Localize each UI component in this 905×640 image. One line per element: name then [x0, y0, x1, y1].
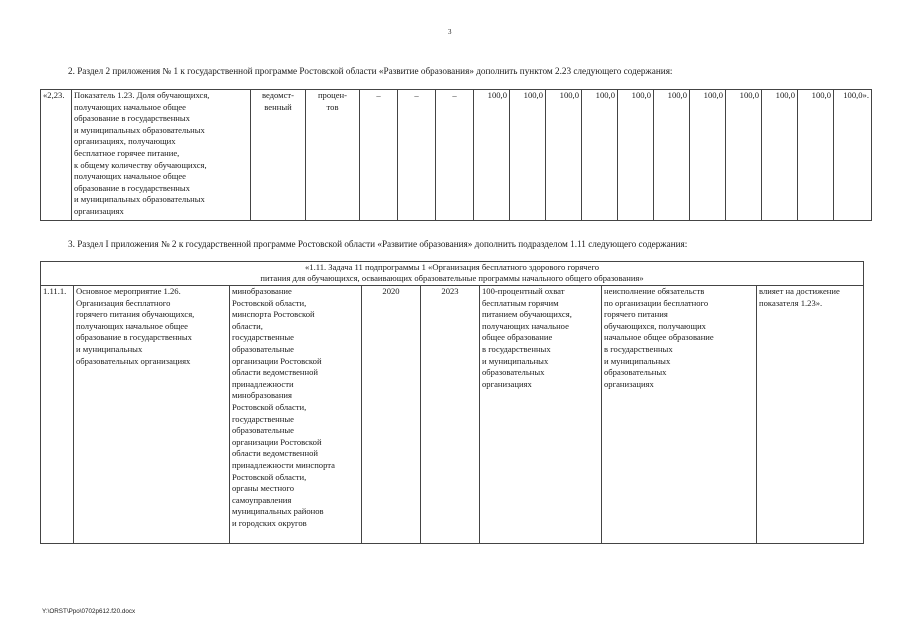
value-cell: 100,0 — [726, 90, 762, 221]
table-row — [41, 90, 872, 221]
paragraph-section-3: 3. Раздел I приложения № 2 к государственной программе Ростовской области «Развитие образования» дополнить подразделом 1.11 следующего содержания: — [68, 239, 688, 249]
activity-table — [40, 261, 864, 544]
value-cell: 100,0 — [690, 90, 726, 221]
value-cell: 100,0 — [762, 90, 798, 221]
value-cell: 100,0 — [546, 90, 582, 221]
file-path-footer: Y:\ORST\Ppo\0702p612.f20.docx — [42, 608, 136, 615]
paragraph-section-2: 2. Раздел 2 приложения № 1 к государственной программе Ростовской области «Развитие образования» дополнить пунктом 2.23 следующего содержания: — [68, 66, 673, 76]
row-number: 1.11.1. — [41, 286, 74, 544]
value-cell: – — [398, 90, 436, 221]
page-number: 3 — [448, 28, 452, 36]
value-cell: – — [360, 90, 398, 221]
value-cell: 100,0 — [582, 90, 618, 221]
non-implementation-consequence: неисполнение обязательств по организации бесплатного горячего питания обучающихся, получающих начальное общее образование в государственных и муниципальных образовательных организациях — [602, 286, 757, 544]
indicator-link: влияет на достижение показателя 1.23». — [757, 286, 864, 544]
expected-result: 100-процентный охват бесплатным горячим питанием обучающихся, получающих начальное общее образование в государственных и муниципальных образовательных организациях — [480, 286, 602, 544]
table-row — [41, 286, 864, 544]
activity-name: Основное мероприятие 1.26. Организация бесплатного горячего питания обучающихся, получающих начальное общее образование в государственных и муниципальных образовательных организациях — [74, 286, 230, 544]
value-cell: 100,0». — [834, 90, 872, 221]
value-cell: 100,0 — [474, 90, 510, 221]
indicator-unit: процен- тов — [306, 90, 360, 221]
value-cell: 100,0 — [618, 90, 654, 221]
indicator-type: ведомст- венный — [251, 90, 306, 221]
year-start: 2020 — [362, 286, 421, 544]
value-cell: 100,0 — [510, 90, 546, 221]
row-number: «2,23. — [41, 90, 72, 221]
value-cell: 100,0 — [798, 90, 834, 221]
table-row — [41, 262, 864, 286]
value-cell: – — [436, 90, 474, 221]
year-end: 2023 — [421, 286, 480, 544]
value-cell: 100,0 — [654, 90, 690, 221]
activity-executor: минобразование Ростовской области, минспорта Ростовской области, государственные образовательные организации Ростовской области ведомственной принадлежности минобразования Ростовской области, государственные образовательные организации Ростовской области ведомственной принадлежности минспорта Ростовской области, органы местного самоуправления муниципальных районов и городских округов — [230, 286, 362, 544]
task-heading: «1.11. Задача 11 подпрограммы 1 «Организация бесплатного здорового горячего питания для обучающихся, осваивающих образовательные программы начального общего образования» — [41, 262, 864, 286]
indicator-name: Показатель 1.23. Доля обучающихся, получающих начальное общее образование в государственных и муниципальных образовательных организациях, получающих бесплатное горячее питание, к общему количеству обучающихся, получающих начальное общее образование в государственных и муниципальных образовательных организациях — [72, 90, 251, 221]
indicator-table — [40, 89, 872, 221]
